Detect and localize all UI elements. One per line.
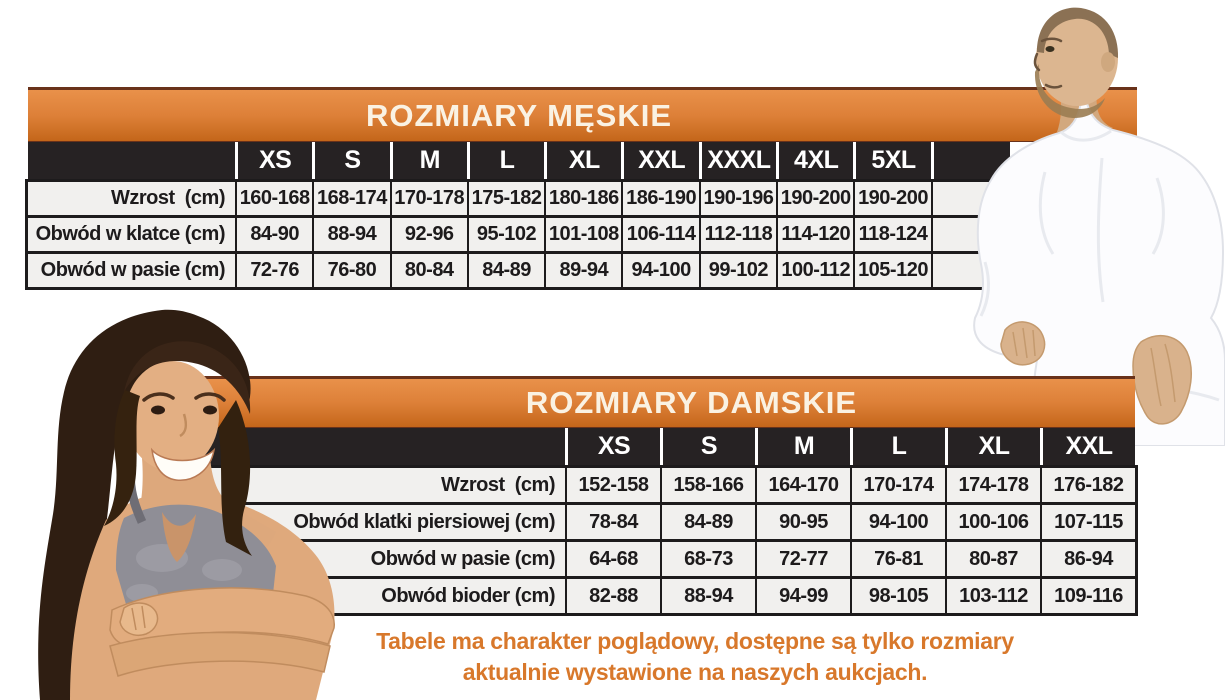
table-row [28,251,1010,287]
size-value-cell: 176-182 [1040,468,1135,502]
size-value-cell: 84-89 [467,254,544,287]
size-value-cell: 92-96 [390,218,467,251]
size-value-cell: 175-182 [467,182,544,215]
size-column-header: XL [945,428,1040,465]
table-row [28,215,1010,251]
size-value-cell: 78-84 [565,505,660,539]
size-value-cell: 76-80 [312,254,389,287]
size-value-cell: 94-100 [621,254,698,287]
mens-table-rows [25,179,1013,290]
size-value-cell: 64-68 [565,542,660,576]
size-value-cell: 88-94 [312,218,389,251]
size-value-cell: 89-94 [544,254,621,287]
row-label: Wzrost (cm) [111,187,225,209]
size-value-cell: 190-200 [853,182,930,215]
row-label: Obwód w pasie (cm) [370,547,555,570]
size-value-cell: 170-178 [390,182,467,215]
size-column-header: XXL [1040,428,1135,465]
size-value-cell: 99-102 [699,254,776,287]
disclaimer-line-1: Tabele ma charakter poglądowy, dostępne są tylko rozmiary [376,628,1014,654]
size-value-cell: 100-106 [945,505,1040,539]
size-column-header: M [390,142,467,179]
row-label: Obwód w pasie (cm) [40,259,225,281]
row-label: Obwód w klatce (cm) [35,223,225,245]
size-value-cell: 105-120 [853,254,930,287]
disclaimer-note [300,626,1090,688]
size-column-header: 5XL [853,142,930,179]
size-column-header: S [312,142,389,179]
size-value-cell: 76-81 [850,542,945,576]
size-value-cell: 84-89 [660,505,755,539]
row-label: Obwód klatki piersiowej (cm) [293,510,555,533]
size-value-cell: 118-124 [853,218,930,251]
size-value-cell: 190-196 [699,182,776,215]
size-column-header: L [467,142,544,179]
size-value-cell: 72-77 [755,542,850,576]
womens-table-title: ROZMIARY DAMSKIE [525,385,858,420]
size-value-cell: 190-200 [776,182,853,215]
mens-size-header-row [28,142,1010,179]
size-value-cell: 109-116 [1040,579,1135,613]
size-value-cell: 168-174 [312,182,389,215]
size-value-cell: 160-168 [235,182,312,215]
female-model-photo [12,308,337,700]
size-value-cell: 112-118 [699,218,776,251]
size-value-cell: 100-112 [776,254,853,287]
size-column-header: XXXL [699,142,776,179]
size-value-cell: 114-120 [776,218,853,251]
size-value-cell: 103-112 [945,579,1040,613]
size-value-cell: 80-87 [945,542,1040,576]
size-header-spacer [28,142,235,179]
size-value-cell: 86-94 [1040,542,1135,576]
size-column-header: M [755,428,850,465]
size-value-cell: 72-76 [235,254,312,287]
size-value-cell: 82-88 [565,579,660,613]
size-value-cell: 98-105 [850,579,945,613]
size-value-cell: 94-100 [850,505,945,539]
row-label: Wzrost (cm) [441,473,555,496]
size-value-cell: 158-166 [660,468,755,502]
size-value-cell: 90-95 [755,505,850,539]
size-column-header: XXL [621,142,698,179]
size-value-cell: 186-190 [621,182,698,215]
size-value-cell: 164-170 [755,468,850,502]
size-value-cell: 101-108 [544,218,621,251]
table-row [28,182,1010,215]
size-value-cell: 152-158 [565,468,660,502]
size-column-header: XL [544,142,621,179]
size-column-header: S [660,428,755,465]
size-value-cell: 68-73 [660,542,755,576]
size-value-cell: 95-102 [467,218,544,251]
size-value-cell: 88-94 [660,579,755,613]
size-value-cell: 170-174 [850,468,945,502]
size-value-cell: 84-90 [235,218,312,251]
size-value-cell: 106-114 [621,218,698,251]
row-label: Obwód bioder (cm) [381,584,555,607]
disclaimer-line-2: aktualnie wystawione na naszych aukcjach. [462,659,928,685]
size-value-cell: 107-115 [1040,505,1135,539]
size-value-cell: 94-99 [755,579,850,613]
size-column-header: L [850,428,945,465]
size-column-header: 4XL [776,142,853,179]
size-value-cell: 80-84 [390,254,467,287]
size-column-header: XS [235,142,312,179]
size-column-header: XS [565,428,660,465]
size-value-cell: 180-186 [544,182,621,215]
size-value-cell: 174-178 [945,468,1040,502]
mens-table-title: ROZMIARY MĘSKIE [365,97,673,133]
